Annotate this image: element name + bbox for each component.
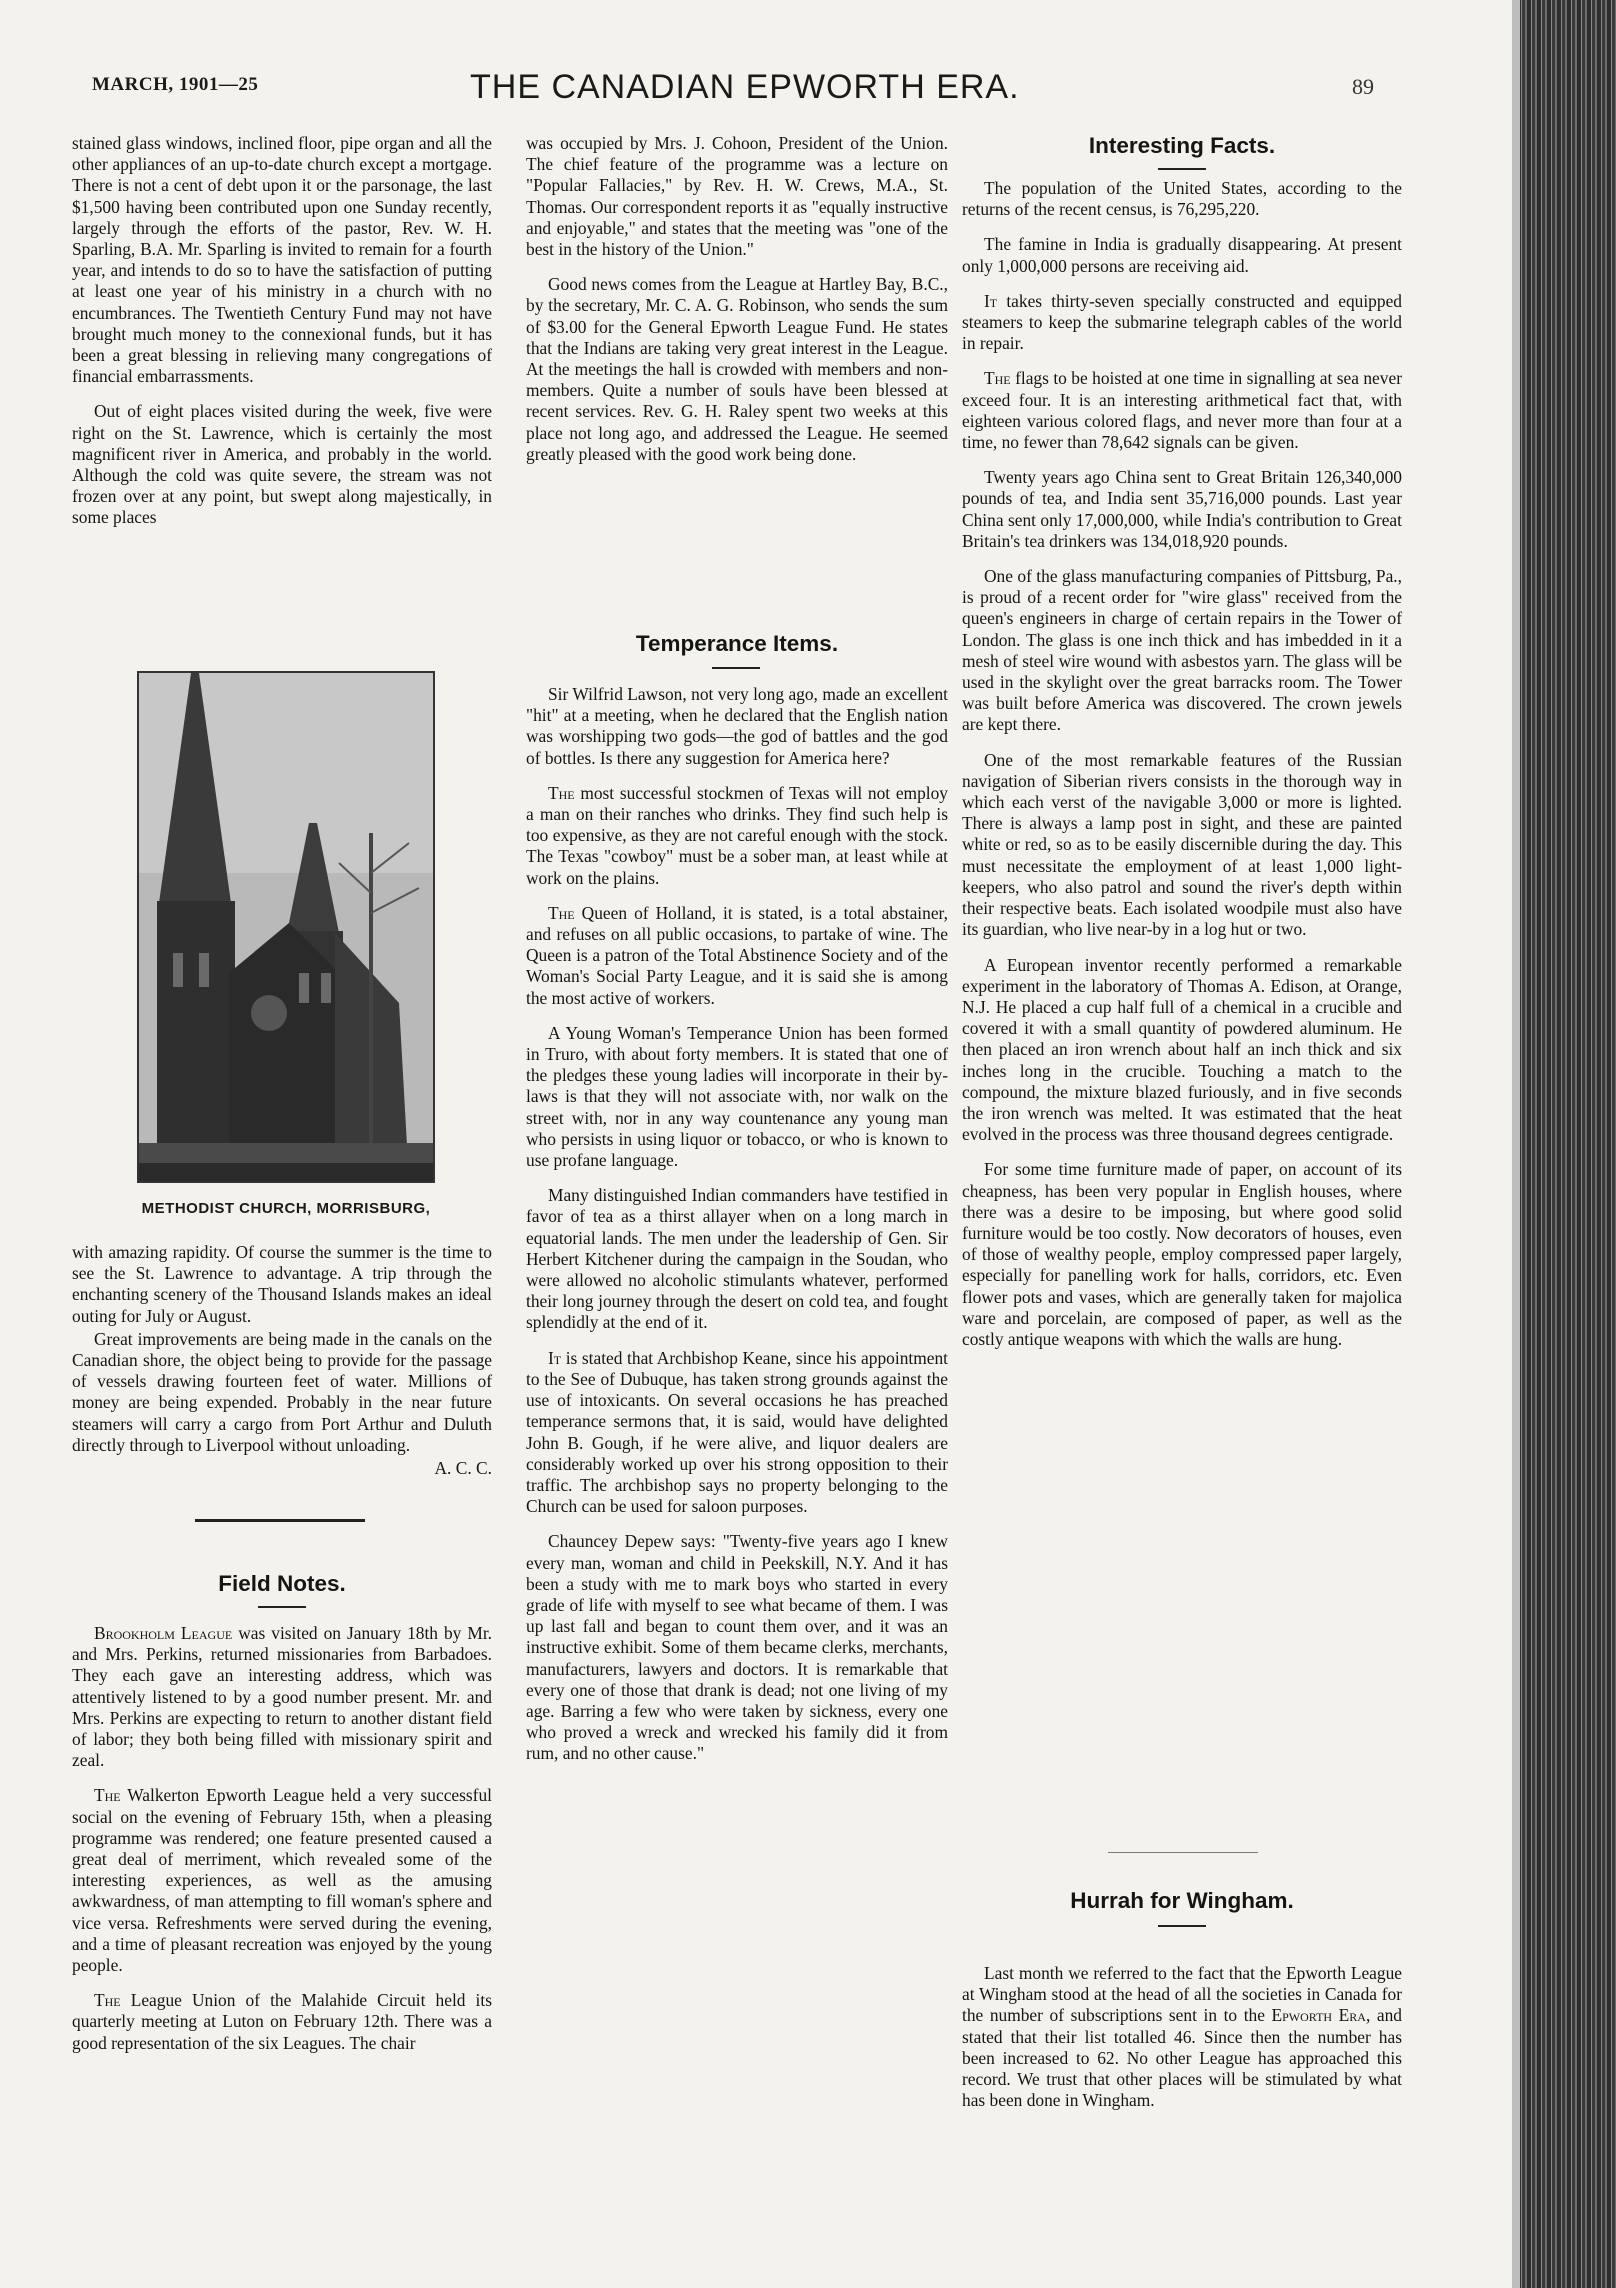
paragraph: Great improvements are being made in the canals on the Canadian shore, the object being to provide for the passage of vessels drawing fourteen feet of water. Millions of money are being expended. Probably in the near future steamers will carry a cargo from Port Arthur and Duluth directly through to Liverpool without unloading. xyxy=(72,1328,492,1455)
church-photo xyxy=(137,671,435,1183)
temperance-item: Chauncey Depew says: "Twenty-five years ago I knew every man, woman and child in Peekskill, N.Y. And it has been a study with me to mark boys who started in every grade of life with myself to see what became of them. I was up last fall and began to count them over, and it was an instructive exhibit. Some of them became clerks, merchants, manufacturers, lawyers and doctors. It is remarkable that every one of those that drank is dead; not one living of my age. Barring a few who were taken by sickness, every one who proved a wreck and wrecked his family did it from rum, and no other cause." xyxy=(526,1531,948,1764)
field-note: The League Union of the Malahide Circuit held its quarterly meeting at Luton on February 12th. There was a good representation of the six Leagues. The chair xyxy=(72,1990,492,2053)
paragraph: Last month we referred to the fact that the Epworth League at Wingham stood at the head of all the societies in Canada for the number of subscriptions sent in to the Epworth Era, and stated that their list totalled 46. Since then the number has been increased to 62. No other League has approached this record. We trust that other places will be stimulated by what has been done in Wingham. xyxy=(962,1963,1402,2111)
field-note: The Walkerton Epworth League held a very successful social on the evening of February 15th, when a pleasing programme was rendered; one feature presented caused a great deal of merriment, which revealed some of the interesting experiences, as well as the amusing awkwardness, of man attempting to fill woman's sphere and vice versa. Refreshments were served during the evening, and a time of pleasant recreation was enjoyed by the young people. xyxy=(72,1785,492,1976)
fact: The famine in India is gradually disappearing. At present only 1,000,000 persons are receiving aid. xyxy=(962,234,1402,276)
church-illustration xyxy=(139,673,433,1181)
divider xyxy=(258,1606,306,1608)
temperance-item: Many distinguished Indian commanders have testified in favor of tea as a thirst allayer when on a long march in equatorial lands. The men under the leadership of Gen. Sir Herbert Kitchener during the campaign in the Soudan, who were allowed no alcoholic stimulants whatever, performed their long journey through the desert on cold tea, and fought splendidly at the end of it. xyxy=(526,1185,948,1333)
paragraph: Out of eight places visited during the week, five were right on the St. Lawrence, which is certainly the most magnificent river in America, and probably in the world. Although the cold was quite severe, the stream was not frozen over at any point, but swept along majestically, in some places xyxy=(72,401,492,528)
temperance-body xyxy=(526,684,948,1779)
fact: For some time furniture made of paper, on account of its cheapness, has been very popular in English houses, where there was a desire to be imposing, but where good solid furniture would be too costly. Now decorators of houses, even of those of wealthy people, employ compressed paper largely, especially for panelling work for halls, corridors, etc. Even flower pots and vases, which are generally taken for majolica ware and porcelain, are composed of paper, as well as the costly antique weapons with which the walls are hung. xyxy=(962,1159,1402,1349)
publication-name: Epworth Era xyxy=(1271,2005,1366,2026)
fact: One of the most remarkable features of the Russian navigation of Siberian rivers consists in the thorough way in which each verst of the navigable 3,000 or more is lighted. There is always a lamp post in sight, and these are painted white or red, so as to be easily discernible during the day. This must necessitate the employment of at least 1,000 light-keepers, who also patrol and sound the river's depth within their respective beats. Each isolated woodpile must also have its guardian, who live near-by in a log hut or two. xyxy=(962,749,1402,940)
lead-word: Brookholm League xyxy=(94,1623,233,1643)
paragraph: was occupied by Mrs. J. Cohoon, President of the Union. The chief feature of the programme was a lecture on "Popular Fallacies," by Rev. H. W. Crews, M.A., St. Thomas. Our correspondent reports it as "equally instructive and enjoyable," and states that the meeting was "one of the best in the history of the Union." xyxy=(526,133,948,260)
field-note: Brookholm League was visited on January 18th by Mr. and Mrs. Perkins, returned missionaries from Barbadoes. They each gave an interesting address, which was attentively listened to by a good number present. Mr. and Mrs. Perkins are expecting to return to another distant field of labor; they both being filled with missionary spirit and zeal. xyxy=(72,1623,493,1771)
fact: Twenty years ago China sent to Great Britain 126,340,000 pounds of tea, and India sent 35,716,000 pounds. Last year China sent only 17,000,000, while India's contribution to Great Britain's tea drinkers was 134,018,920 pounds. xyxy=(962,467,1402,551)
lead-word: It xyxy=(548,1347,562,1368)
paragraph: stained glass windows, inclined floor, pipe organ and all the other appliances of an up-to-date church except a mortgage. There is not a cent of debt upon it or the parsonage, the last $1,500 having been contributed upon one Sunday recently, largely through the efforts of the pastor, Rev. W. H. Sparling, B.A. Mr. Sparling is invited to remain for a fourth year, and intends to do so to have the satisfaction of putting at least one year of his ministry in a church with no encumbrances. The Twentieth Century Fund may not have brought much money to the connexional funds, but it has been a great blessing in relieving many congregations of financial embarrassments. xyxy=(72,133,492,387)
wingham-body xyxy=(962,1963,1402,2125)
fact: A European inventor recently performed a remarkable experiment in the laboratory of Thomas A. Edison, at Orange, N.J. He placed a cup half full of a chemical in a crucible and covered it with a small quantity of powdered aluminum. He then placed an iron wrench about half an inch thick and six inches long in the crucible. Touching a match to the compound, the mixture blazed furiously, and in five seconds the iron wrench was melted. It was estimated that the heat evolved in the process was three thousand degrees centigrade. xyxy=(962,954,1402,1145)
temperance-item: It is stated that Archbishop Keane, since his appointment to the See of Dubuque, has taken strong grounds against the use of intoxicants. On several occasions he has preached temperance sermons that, it is said, would have delighted John B. Gough, if he were alive, and liquor dealers are considerably worked up over his strong opposition to their traffic. The archbishop says no property belonging to the Church can be used for saloon purposes. xyxy=(526,1347,948,1517)
temperance-item: A Young Woman's Temperance Union has been formed in Truro, with about forty members. It is stated that one of the pledges these young ladies will incorporate in their by-laws is that they will not associate with, nor walk on the street with, nor in any way countenance any young man who persists in using liquor or tobacco, or who is known to use profane language. xyxy=(526,1022,948,1171)
field-notes-body xyxy=(72,1623,492,2068)
lead-word: The xyxy=(94,1785,121,1806)
masthead-title: THE CANADIAN EPWORTH ERA. xyxy=(470,68,1020,106)
fact: The population of the United States, according to the returns of the recent census, is 76,295,220. xyxy=(962,178,1402,220)
page-number: 89 xyxy=(1352,74,1374,99)
fact: The flags to be hoisted at one time in signalling at sea never exceed four. It is an interesting arithmetical fact that, with eighteen various colored flags, and never more than four at a time, no fewer than 78,642 signals can be given. xyxy=(962,368,1402,453)
divider xyxy=(1158,168,1206,170)
fact: It takes thirty-seven specially constructed and equipped steamers to keep the submarine telegraph cables of the world in repair. xyxy=(962,290,1402,354)
temperance-item: The most successful stockmen of Texas will not employ a man on their ranches who drinks. They find such help is too expensive, as they are not careful enough with the stock. The Texas "cowboy" must be a sober man, at least while at work on the plains. xyxy=(526,782,948,888)
column-1-top xyxy=(72,133,492,543)
photo-caption: METHODIST CHURCH, MORRISBURG, xyxy=(141,1200,431,1217)
paragraph: Good news comes from the League at Hartley Bay, B.C., by the secretary, Mr. C. A. G. Robinson, who sends the sum of $3.00 for the General Epworth League Fund. He states that the Indians are taking very great interest in the League. At the meetings the hall is crowded with members and non-members. Quite a number of souls have been blessed at recent services. Rev. G. H. Raley spent two weeks at this place not long ago, and addressed the League. He seemed greatly pleased with the good work being done. xyxy=(526,274,948,464)
fact: One of the glass manufacturing companies of Pittsburg, Pa., is proud of a recent order for "wire glass" received from the queen's engineers in charge of certain repairs in the Tower of London. The glass is one inch thick and has imbedded in it a mesh of steel wire wound with asbestos yarn. The glass will be used in the skylight over the great barracks room. The Tower was built before America was discovered. The crown jewels are kept there. xyxy=(962,566,1402,735)
column-1-bottom xyxy=(72,1242,492,1493)
temperance-item: Sir Wilfrid Lawson, not very long ago, made an excellent "hit" at a meeting, when he declared that the English nation was worshipping two gods—the god of battles and the god of bottles. Is there any suggestion for America here? xyxy=(526,684,948,768)
lead-word: It xyxy=(984,290,998,311)
lead-word: The xyxy=(548,902,575,923)
paragraph: with amazing rapidity. Of course the summer is the time to see the St. Lawrence to advantage. A trip through the enchanting scenery of the Thousand Islands makes an ideal outing for July or August. xyxy=(72,1242,492,1326)
lead-word: The xyxy=(94,1990,121,2011)
wingham-heading: Hurrah for Wingham. xyxy=(1070,1888,1294,1913)
divider xyxy=(1158,1925,1206,1927)
lead-word: The xyxy=(548,782,575,803)
divider xyxy=(195,1519,365,1522)
temperance-heading: Temperance Items. xyxy=(635,631,839,656)
book-page-edges xyxy=(1512,0,1616,2288)
divider xyxy=(712,667,760,669)
issue-date: MARCH, 1901—25 xyxy=(92,74,259,95)
signature: A. C. C. xyxy=(434,1458,492,1479)
interesting-facts-heading: Interesting Facts. xyxy=(1088,133,1276,158)
field-notes-heading: Field Notes. xyxy=(218,1571,346,1596)
divider xyxy=(1108,1852,1258,1853)
interesting-facts-body xyxy=(962,178,1402,1364)
temperance-item: The Queen of Holland, it is stated, is a total abstainer, and refuses on all public occasions, to partake of wine. The Queen is a patron of the Total Abstinence Society and of the Woman's Social Party League, and it is said she is among the most active of workers. xyxy=(526,902,948,1008)
lead-word: The xyxy=(984,368,1011,389)
column-2-top xyxy=(526,133,948,479)
